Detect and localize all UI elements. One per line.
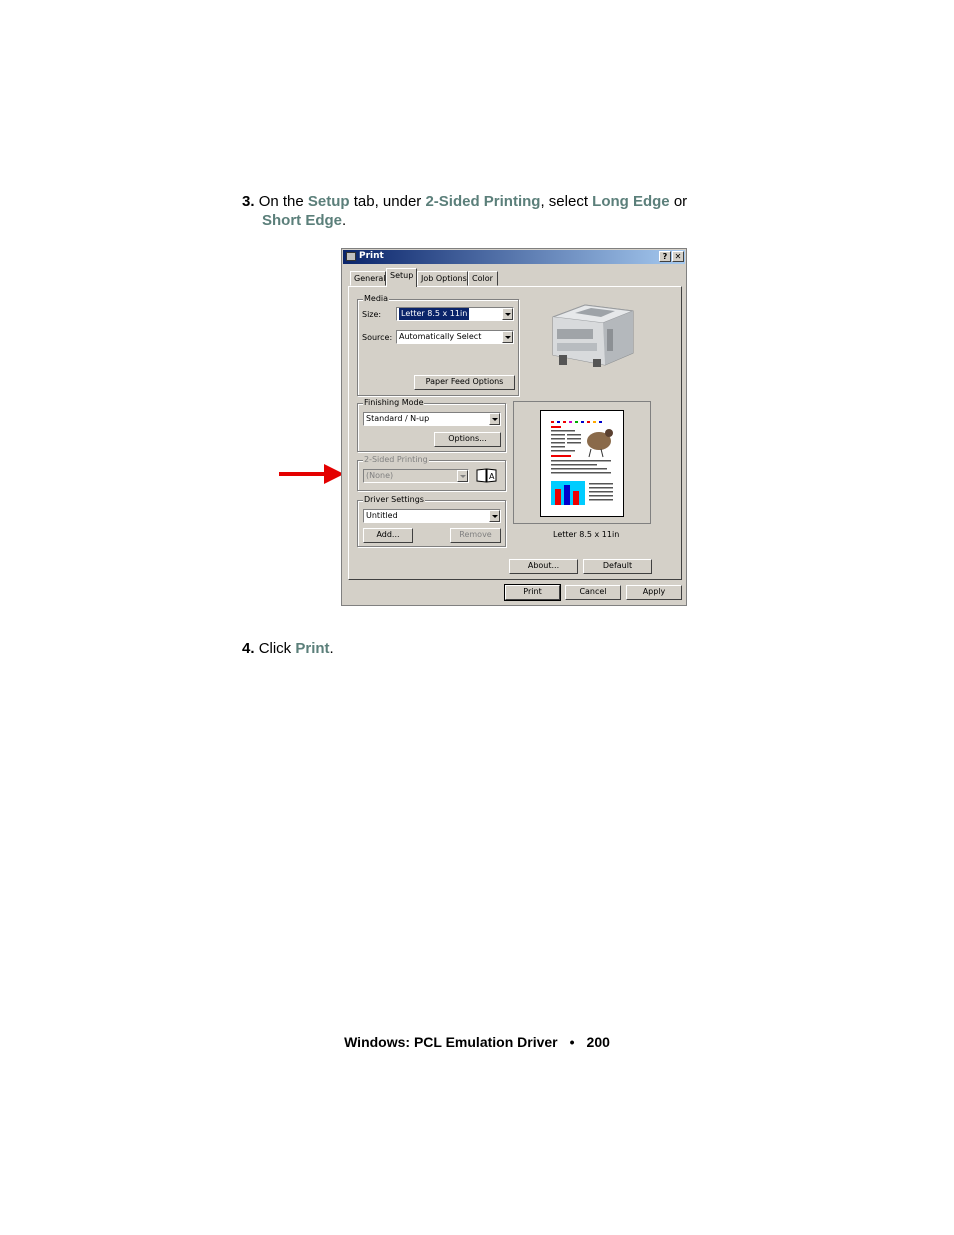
red-arrow-shaft <box>279 472 327 476</box>
svg-text:A: A <box>489 472 495 481</box>
tab-setup[interactable]: Setup <box>386 268 417 287</box>
step-4-instruction <box>242 639 334 658</box>
footer-section: Windows: PCL Emulation Driver <box>344 1034 558 1050</box>
page-preview <box>513 401 651 524</box>
tab-color[interactable]: Color <box>468 271 498 286</box>
dialog-title: Print <box>359 251 384 261</box>
page-footer <box>0 1034 954 1050</box>
text: . <box>342 212 347 229</box>
keyword-2-sided-printing: 2-Sided Printing <box>425 193 541 210</box>
color-dots <box>551 421 602 423</box>
size-value: Letter 8.5 x 11in <box>401 309 468 318</box>
about-button[interactable]: About... <box>509 559 578 574</box>
keyword-long-edge: Long Edge <box>592 193 670 210</box>
text: . <box>329 640 334 657</box>
size-dropdown[interactable] <box>396 307 514 321</box>
printer-icon <box>346 252 356 261</box>
text: Click <box>258 640 296 657</box>
cancel-button[interactable]: Cancel <box>565 585 621 600</box>
finishing-options-button[interactable]: Options... <box>434 432 501 447</box>
tab-general[interactable]: General <box>350 271 386 286</box>
source-dropdown[interactable] <box>396 330 514 344</box>
page-number: 200 <box>586 1034 610 1050</box>
source-value: Automatically Select <box>399 332 482 341</box>
tab-job-options[interactable]: Job Options <box>417 271 468 286</box>
paper-feed-options-button[interactable]: Paper Feed Options <box>414 375 515 390</box>
finishing-mode-value: Standard / N-up <box>366 414 430 423</box>
setup-tab-panel <box>348 286 682 580</box>
finishing-mode-label: Finishing Mode <box>364 398 424 407</box>
preview-page <box>540 410 624 517</box>
keyword-print: Print <box>295 640 330 657</box>
step-number: 4. <box>242 640 255 657</box>
add-button[interactable]: Add... <box>363 528 413 543</box>
driver-settings-value: Untitled <box>366 511 398 520</box>
remove-button[interactable]: Remove <box>450 528 501 543</box>
text: , select <box>540 193 593 210</box>
text: tab, under <box>349 193 426 210</box>
two-sided-dropdown[interactable] <box>363 469 469 483</box>
media-group <box>357 294 519 396</box>
size-label: Size: <box>362 310 382 319</box>
keyword-setup: Setup <box>307 193 350 210</box>
two-sided-printing-label: 2-Sided Printing <box>364 455 428 464</box>
chevron-down-icon[interactable] <box>457 470 468 482</box>
text: or <box>669 193 688 210</box>
keyword-short-edge: Short Edge <box>262 212 343 229</box>
driver-settings-dropdown[interactable] <box>363 509 501 523</box>
finishing-mode-group <box>357 398 506 452</box>
footer-bullet: • <box>569 1034 575 1050</box>
help-button[interactable]: ? <box>659 251 671 262</box>
finishing-mode-dropdown[interactable] <box>363 412 501 426</box>
step-number: 3. <box>242 193 255 210</box>
media-group-label: Media <box>364 294 389 303</box>
close-button[interactable]: ✕ <box>672 251 684 262</box>
book-binding-icon <box>476 468 498 483</box>
print-button[interactable]: Print <box>505 585 560 600</box>
driver-settings-group <box>357 495 506 547</box>
preview-caption: Letter 8.5 x 11in <box>553 530 620 539</box>
text: On the <box>258 193 308 210</box>
source-label: Source: <box>362 333 393 342</box>
print-dialog <box>341 248 687 606</box>
driver-settings-label: Driver Settings <box>364 495 424 504</box>
chevron-down-icon[interactable] <box>489 510 500 522</box>
apply-button[interactable]: Apply <box>626 585 682 600</box>
two-sided-printing-group <box>357 455 506 491</box>
chevron-down-icon[interactable] <box>502 331 513 343</box>
chevron-down-icon[interactable] <box>502 308 513 320</box>
default-button[interactable]: Default <box>583 559 652 574</box>
chevron-down-icon[interactable] <box>489 413 500 425</box>
step-3-instruction <box>242 192 742 230</box>
two-sided-value: (None) <box>366 471 394 480</box>
dialog-titlebar <box>343 250 685 264</box>
printer-image <box>545 299 635 371</box>
